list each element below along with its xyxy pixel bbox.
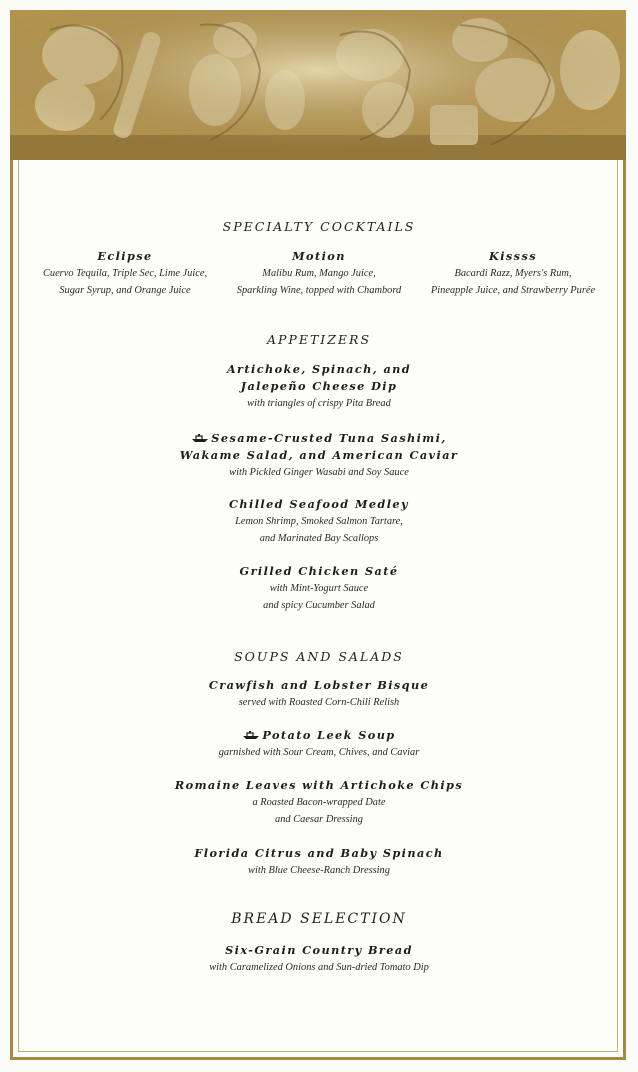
embossed-banner: [10, 10, 626, 160]
appetizers-heading: [30, 332, 608, 347]
item-desc: a Roasted Bacon-wrapped Date: [252, 797, 386, 808]
bread-six-grain: [30, 942, 608, 976]
soup-potato-leek: [30, 727, 608, 761]
cocktail-desc: Sparkling Wine, topped with Chambord: [236, 285, 402, 296]
soups-salads-heading: [30, 649, 608, 664]
item-desc: and spicy Cucumber Salad: [263, 600, 375, 611]
item-name: Grilled Chicken Saté: [239, 564, 399, 578]
appetizer-seafood-medley: [30, 496, 608, 547]
item-name: Chilled Seafood Medley: [229, 497, 409, 511]
item-name: Florida Citrus and Baby Spinach: [194, 846, 444, 860]
cocktail-name: Kissss: [489, 249, 537, 263]
cocktail-kissss: [418, 248, 608, 299]
item-desc: with Caramelized Onions and Sun-dried Tomato Dip: [209, 962, 429, 973]
cocktail-motion: [224, 248, 414, 299]
item-desc: garnished with Sour Cream, Chives, and Caviar: [218, 747, 420, 758]
cocktail-eclipse: [30, 248, 220, 299]
item-desc: served with Roasted Corn-Chili Relish: [238, 697, 400, 708]
section-title: APPETIZERS: [266, 332, 372, 347]
bread-selection-heading: [30, 911, 608, 927]
item-name-text: Sesame-Crusted Tuna Sashimi,: [211, 431, 447, 445]
item-name: Six-Grain Country Bread: [225, 943, 413, 957]
item-name: Crawfish and Lobster Bisque: [208, 678, 430, 692]
cocktail-desc: Cuervo Tequila, Triple Sec, Lime Juice,: [42, 268, 208, 279]
cocktail-desc: Bacardi Razz, Myers's Rum,: [454, 268, 572, 279]
item-desc: and Marinated Bay Scallops: [259, 533, 379, 544]
item-desc: with Mint-Yogurt Sauce: [269, 583, 369, 594]
item-desc: and Caesar Dressing: [275, 814, 363, 825]
item-desc: with triangles of crispy Pita Bread: [247, 398, 391, 409]
item-name: Jalepeño Cheese Dip: [240, 379, 398, 393]
section-title: BREAD SELECTION: [231, 911, 407, 927]
item-desc: with Blue Cheese-Ranch Dressing: [248, 865, 390, 876]
item-name-text: Potato Leek Soup: [262, 728, 396, 742]
ship-icon: [242, 730, 260, 740]
item-desc: with Pickled Ginger Wasabi and Soy Sauce: [229, 467, 409, 478]
cocktail-name: Eclipse: [97, 249, 153, 263]
item-name: Wakame Salad, and American Caviar: [179, 448, 459, 462]
item-name-with-icon: [30, 430, 608, 447]
item-desc: Lemon Shrimp, Smoked Salmon Tartare,: [235, 516, 403, 527]
salad-romaine: [30, 777, 608, 828]
item-name: Romaine Leaves with Artichoke Chips: [174, 778, 464, 792]
salad-florida-citrus: [30, 845, 608, 879]
item-name-with-icon: [30, 727, 608, 744]
item-name: Artichoke, Spinach, and: [226, 362, 412, 376]
cocktail-desc: Sugar Syrup, and Orange Juice: [59, 285, 191, 296]
appetizer-chicken-sate: [30, 563, 608, 614]
soup-crawfish-bisque: [30, 677, 608, 711]
appetizer-tuna-sashimi: [30, 430, 608, 481]
cocktail-desc: Pineapple Juice, and Strawberry Purée: [430, 285, 596, 296]
appetizer-artichoke-dip: [30, 361, 608, 412]
banner-artwork: [10, 10, 626, 160]
ship-icon: [191, 433, 209, 443]
section-title: SPECIALTY COCKTAILS: [222, 219, 416, 234]
specialty-cocktails-heading: [30, 219, 608, 234]
cocktail-name: Motion: [292, 249, 346, 263]
cocktail-desc: Malibu Rum, Mango Juice,: [262, 268, 376, 279]
section-title: SOUPS AND SALADS: [234, 649, 404, 664]
